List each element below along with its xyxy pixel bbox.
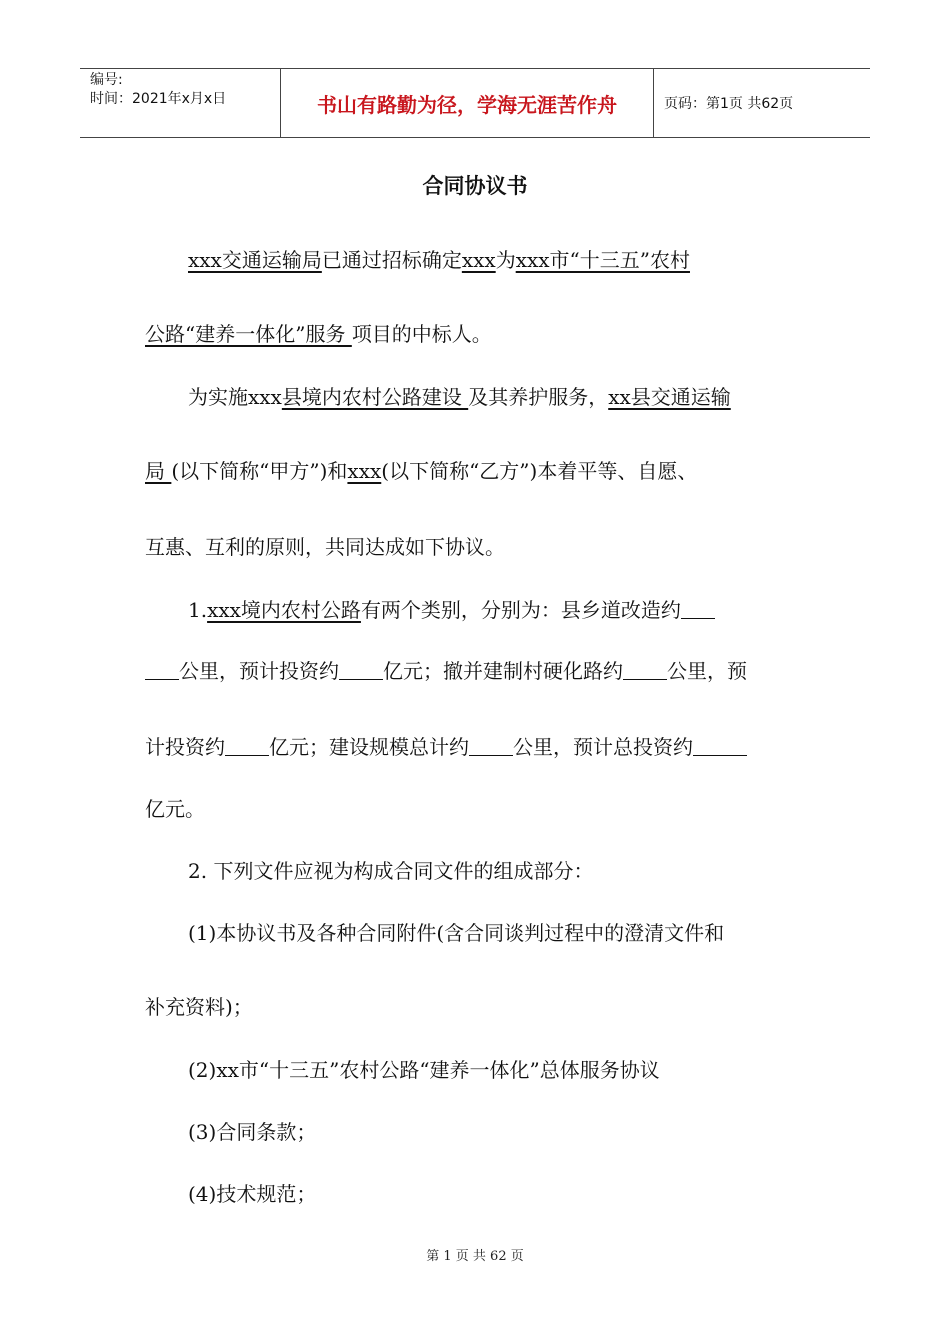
- blank-field: [681, 596, 715, 619]
- item1-text-h: 亿元；建设规模总计约: [269, 735, 469, 759]
- p2-bureau-b: 局: [145, 459, 172, 483]
- paragraph-2-line-1: [188, 383, 731, 411]
- header-left-cell: [80, 69, 280, 137]
- paragraph-2-line-3: 互惠、互利的原则，共同达成如下协议。: [145, 535, 505, 559]
- p2-bureau-a: xx县交通运输: [608, 385, 731, 409]
- blank-field: [145, 657, 179, 680]
- p2-text-a: 为实施xxx: [188, 385, 282, 409]
- p2-text-f: (以下简称“甲方”)和: [171, 459, 348, 483]
- sub-item-2: (2)xx市“十三五”农村公路“建养一体化”总体服务协议: [188, 1058, 660, 1082]
- sub-item-1-line-2: 补充资料)；: [145, 995, 253, 1019]
- paragraph-2-line-2: [145, 457, 697, 485]
- blank-field: [623, 657, 667, 680]
- header-page-info: 页码：第1页 共62页: [664, 96, 794, 112]
- sub-item-3: (3)合同条款；: [188, 1120, 317, 1144]
- p2-scope: 县境内农村公路建设: [281, 385, 469, 409]
- page-footer: 第 1 页 共 62 页: [426, 1249, 524, 1264]
- paragraph-1-line-2: [145, 320, 492, 348]
- blank-field: [693, 733, 747, 756]
- blank-field: [469, 733, 513, 756]
- item-2: 2. 下列文件应视为构成合同文件的组成部分：: [188, 859, 594, 883]
- item1-text-e: 亿元；撤并建制村硬化路约: [383, 659, 623, 683]
- item1-text-f: 公里，预: [667, 659, 747, 683]
- item1-text-c: 有两个类别，分别为：县乡道改造约: [360, 598, 681, 622]
- item1-text-d: 公里，预计投资约: [179, 659, 339, 683]
- p1-text-b: 已通过招标确定: [321, 248, 462, 272]
- header-motto: 书山有路勤为径，学海无涯苦作舟: [280, 69, 654, 137]
- sub-item-4: (4)技术规范；: [188, 1182, 317, 1206]
- page-title: 合同协议书: [422, 174, 528, 198]
- p1-party-a: xxx交通运输局: [188, 248, 322, 272]
- p1-text-d: 为: [495, 248, 516, 272]
- blank-field: [225, 733, 269, 756]
- p1-project-a: xxx市“十三五”农村: [515, 248, 690, 272]
- blank-field: [339, 657, 383, 680]
- p1-winner: xxx: [461, 248, 496, 272]
- item-1-line-2: [145, 657, 747, 685]
- item-1-line-3: [145, 733, 747, 761]
- item-1-line-4: 亿元。: [145, 797, 205, 821]
- item1-number: 1.: [188, 598, 208, 622]
- header-table: [80, 68, 870, 138]
- p2-text-c: 及其养护服务，: [468, 385, 609, 409]
- item-1-line-1: [188, 596, 715, 624]
- number-label: 编号:: [90, 72, 123, 88]
- p2-party-b: xxx: [347, 459, 382, 483]
- p1-project-b: 公路“建养一体化”服务: [145, 322, 352, 346]
- item1-text-i: 公里，预计总投资约: [513, 735, 693, 759]
- paragraph-1-line-1: [188, 246, 690, 274]
- sub-item-1-line-1: (1)本协议书及各种合同附件(含合同谈判过程中的澄清文件和: [188, 921, 725, 945]
- p1-text-g: 项目的中标人。: [351, 322, 492, 346]
- item1-text-g: 计投资约: [145, 735, 225, 759]
- time-label: 时间：2021年x月x日: [90, 91, 227, 107]
- item1-road: xxx境内农村公路: [207, 598, 361, 622]
- p2-text-h: (以下简称“乙方”)本着平等、自愿、: [381, 459, 698, 483]
